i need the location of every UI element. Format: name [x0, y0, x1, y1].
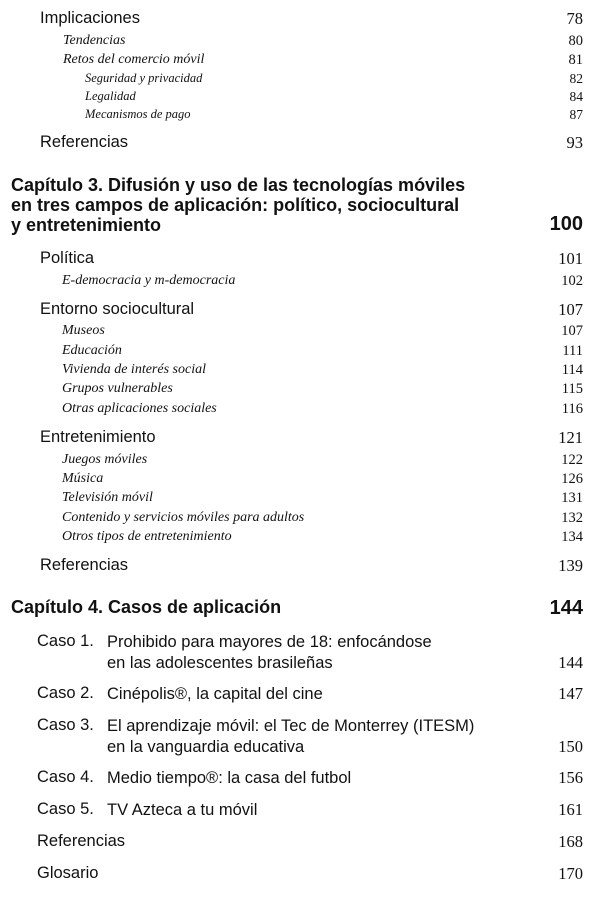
toc-entry-page: 134 — [561, 529, 583, 545]
toc-entry-label: Política — [40, 249, 95, 267]
toc-entry-grupos-vulnerables[interactable] — [0, 381, 600, 399]
toc-entry-label: Mecanismos de pago — [85, 107, 191, 121]
toc-entry-label: Implicaciones — [40, 9, 140, 27]
toc-entry-referencias-a[interactable] — [0, 133, 600, 155]
toc-entry-caso-4[interactable] — [0, 768, 600, 790]
toc-entry-page: 150 — [558, 737, 583, 756]
toc-entry-page: 144 — [558, 653, 583, 672]
toc-entry-page: 101 — [558, 249, 583, 268]
toc-entry-label: Entorno sociocultural — [40, 300, 195, 318]
toc-entry-label: Juegos móviles — [62, 452, 148, 467]
toc-entry-label: Otras aplicaciones sociales — [62, 401, 217, 416]
toc-entry-retos[interactable] — [0, 52, 600, 70]
toc-entry-label: Educación — [62, 343, 122, 358]
toc-entry-juegos-moviles[interactable] — [0, 452, 600, 470]
toc-entry-page: 111 — [562, 343, 583, 359]
chapter-page-number: 144 — [549, 597, 583, 619]
toc-entry-page: 82 — [569, 71, 583, 86]
toc-entry-page: 102 — [561, 273, 583, 289]
toc-entry-page: 170 — [558, 864, 583, 883]
toc-entry-otros-tipos[interactable] — [0, 529, 600, 547]
toc-entry-label: Referencias — [40, 133, 129, 151]
case-title-line: El aprendizaje móvil: el Tec de Monterrey (ITESM) — [107, 717, 475, 735]
toc-entry-page: 116 — [561, 401, 583, 417]
toc-entry-label: Retos del comercio móvil — [63, 52, 205, 67]
toc-entry-otras-aplicaciones[interactable] — [0, 401, 600, 419]
case-label: Caso 1. — [37, 632, 94, 650]
toc-entry-label: Música — [62, 471, 104, 486]
toc-entry-entretenimiento[interactable] — [0, 428, 600, 450]
toc-entry-educacion[interactable] — [0, 343, 600, 361]
toc-entry-legalidad[interactable] — [0, 89, 600, 106]
toc-entry-page: 84 — [569, 89, 583, 104]
toc-entry-label: Otros tipos de entretenimiento — [62, 529, 232, 544]
toc-entry-page: 121 — [558, 428, 583, 447]
chapter-title-line: y entretenimiento — [11, 215, 162, 235]
toc-entry-glosario[interactable] — [0, 864, 600, 886]
toc-entry-museos[interactable] — [0, 323, 600, 341]
toc-entry-seguridad[interactable] — [0, 71, 600, 88]
toc-entry-page: 122 — [561, 452, 583, 468]
toc-entry-entorno-sociocultural[interactable] — [0, 300, 600, 322]
toc-entry-label: Glosario — [37, 864, 99, 882]
toc-entry-label: Seguridad y privacidad — [85, 71, 203, 85]
case-label: Caso 2. — [37, 684, 94, 702]
toc-entry-politica[interactable] — [0, 249, 600, 271]
case-title-line: Cinépolis®, la capital del cine — [107, 685, 323, 703]
toc-entry-implicaciones[interactable] — [0, 9, 600, 31]
chapter-page-number: 100 — [549, 213, 583, 235]
case-title-line: en la vanguardia educativa — [107, 738, 305, 756]
toc-entry-label: Contenido y servicios móviles para adultos — [62, 510, 305, 525]
toc-entry-label: Referencias — [37, 832, 126, 850]
toc-entry-label: Entretenimiento — [40, 428, 156, 446]
chapter-title-line: en tres campos de aplicación: político, sociocultural — [11, 195, 460, 215]
case-title-line: Prohibido para mayores de 18: enfocándose — [107, 633, 432, 651]
toc-entry-mecanismos[interactable] — [0, 107, 600, 124]
toc-entry-referencias-ch4[interactable] — [0, 832, 600, 854]
toc-entry-page: 107 — [558, 300, 583, 319]
toc-entry-page: 81 — [568, 52, 583, 68]
case-label: Caso 4. — [37, 768, 94, 786]
toc-entry-caso-2[interactable] — [0, 684, 600, 706]
case-title-line: TV Azteca a tu móvil — [107, 801, 258, 819]
toc-entry-contenido-adultos[interactable] — [0, 510, 600, 528]
toc-entry-label: Televisión móvil — [62, 490, 153, 505]
toc-entry-page: 114 — [561, 362, 583, 378]
toc-entry-referencias-ch3[interactable] — [0, 556, 600, 578]
case-title-line: Medio tiempo®: la casa del futbol — [107, 769, 352, 787]
chapter-title-line: Capítulo 4. Casos de aplicación — [11, 597, 282, 617]
toc-entry-label: Museos — [62, 323, 105, 338]
toc-entry-label: Legalidad — [85, 89, 136, 103]
toc-entry-page: 161 — [558, 800, 583, 819]
chapter-3-heading[interactable] — [0, 175, 600, 241]
toc-entry-page: 78 — [566, 9, 583, 28]
case-title-line: en las adolescentes brasileñas — [107, 654, 333, 672]
toc-entry-page: 139 — [558, 556, 583, 575]
toc-entry-page: 80 — [568, 33, 583, 49]
toc-entry-caso-1[interactable] — [0, 632, 600, 676]
toc-entry-label: E-democracia y m-democracia — [62, 273, 236, 288]
case-label: Caso 3. — [37, 716, 94, 734]
toc-entry-page: 147 — [558, 684, 583, 703]
toc-entry-page: 87 — [569, 107, 583, 122]
toc-entry-television-movil[interactable] — [0, 490, 600, 508]
chapter-4-heading[interactable] — [0, 597, 600, 621]
case-label: Caso 5. — [37, 800, 94, 818]
toc-entry-page: 126 — [561, 471, 583, 487]
toc-entry-label: Vivienda de interés social — [62, 362, 206, 377]
toc-entry-page: 156 — [558, 768, 583, 787]
toc-entry-musica[interactable] — [0, 471, 600, 489]
toc-entry-vivienda[interactable] — [0, 362, 600, 380]
toc-entry-caso-5[interactable] — [0, 800, 600, 822]
toc-entry-page: 107 — [561, 323, 583, 339]
toc-entry-caso-3[interactable] — [0, 716, 600, 760]
toc-entry-page: 115 — [561, 381, 583, 397]
toc-entry-label: Grupos vulnerables — [62, 381, 173, 396]
toc-entry-label: Tendencias — [63, 33, 126, 48]
toc-entry-tendencias[interactable] — [0, 33, 600, 51]
toc-entry-page: 93 — [566, 133, 583, 152]
toc-entry-edemocracia[interactable] — [0, 273, 600, 291]
toc-entry-page: 168 — [558, 832, 583, 851]
toc-entry-page: 131 — [561, 490, 583, 506]
toc-entry-page: 132 — [561, 510, 583, 526]
chapter-title-line: Capítulo 3. Difusión y uso de las tecnologías móviles — [11, 175, 466, 195]
toc-entry-label: Referencias — [40, 556, 129, 574]
